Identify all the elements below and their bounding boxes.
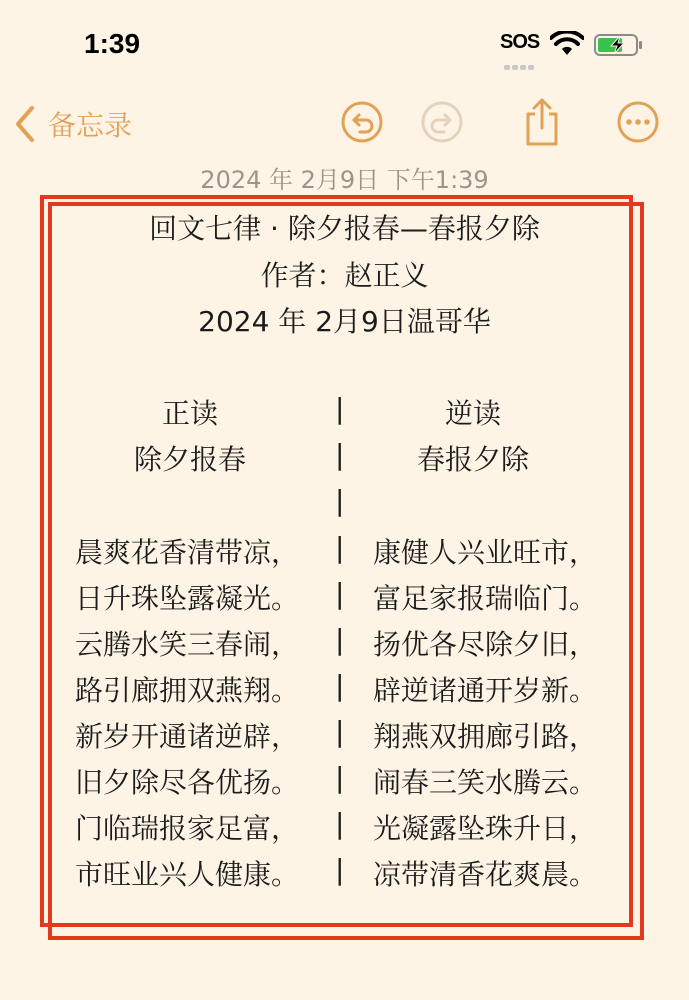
reverse-line[interactable]: 扬优各尽除夕旧， xyxy=(373,628,598,661)
nav-bar xyxy=(0,90,689,160)
header-forward[interactable]: 正读 xyxy=(161,397,218,430)
column-divider: | xyxy=(335,623,345,656)
note-date: 2024 年 2月9日 下午1:39 xyxy=(200,166,489,194)
poem-title[interactable]: 回文七律 · 除夕报春—春报夕除 xyxy=(149,212,540,245)
column-divider: | xyxy=(335,531,345,564)
column-divider: | xyxy=(335,577,345,610)
reverse-line[interactable]: 康健人兴业旺市， xyxy=(373,536,598,569)
wifi-icon xyxy=(550,31,584,57)
reverse-line[interactable]: 光凝露坠珠升日， xyxy=(373,812,598,845)
forward-line[interactable]: 日升珠坠露凝光。 xyxy=(75,582,300,615)
column-divider: | xyxy=(335,438,345,471)
forward-line[interactable]: 旧夕除尽各优扬。 xyxy=(75,766,300,799)
share-icon[interactable] xyxy=(520,96,564,148)
column-divider: | xyxy=(335,853,345,886)
status-bar xyxy=(0,0,689,90)
forward-line[interactable]: 云腾水笑三春闹， xyxy=(75,628,300,661)
status-time: 1:39 xyxy=(84,28,141,59)
subtitle-forward[interactable]: 除夕报春 xyxy=(133,443,246,476)
forward-line[interactable]: 晨爽花香清带凉， xyxy=(75,536,300,569)
column-divider: | xyxy=(335,715,345,748)
reverse-line[interactable]: 闹春三笑水腾云。 xyxy=(373,766,598,799)
column-divider: | xyxy=(335,392,345,425)
column-divider: | xyxy=(335,669,345,702)
redo-icon[interactable] xyxy=(420,100,464,144)
back-button[interactable] xyxy=(14,104,132,144)
column-divider: | xyxy=(335,807,345,840)
forward-line[interactable]: 市旺业兴人健康。 xyxy=(75,858,300,891)
forward-line[interactable]: 门临瑞报家足富， xyxy=(75,812,300,845)
signal-dots xyxy=(504,55,538,60)
column-divider: | xyxy=(335,761,345,794)
subtitle-reverse[interactable]: 春报夕除 xyxy=(416,443,529,476)
forward-line[interactable]: 路引廊拥双燕翔。 xyxy=(75,674,300,707)
back-label: 备忘录 xyxy=(48,109,133,142)
reverse-line[interactable]: 凉带清香花爽晨。 xyxy=(373,858,598,891)
sos-indicator: SOS xyxy=(500,31,540,53)
forward-line[interactable]: 新岁开通诸逆辟， xyxy=(75,720,300,753)
column-divider: | xyxy=(335,484,345,517)
battery-charging-icon xyxy=(594,33,644,57)
poem-author[interactable]: 作者：赵正义 xyxy=(260,259,429,292)
reverse-line[interactable]: 辟逆诸通开岁新。 xyxy=(373,674,598,707)
more-icon[interactable] xyxy=(616,100,660,144)
header-reverse[interactable]: 逆读 xyxy=(444,397,501,430)
undo-icon[interactable] xyxy=(340,100,384,144)
poem-place-date[interactable]: 2024 年 2月9日温哥华 xyxy=(198,305,491,338)
reverse-line[interactable]: 翔燕双拥廊引路， xyxy=(373,720,598,753)
chevron-left-icon xyxy=(14,105,36,143)
reverse-line[interactable]: 富足家报瑞临门。 xyxy=(373,582,598,615)
